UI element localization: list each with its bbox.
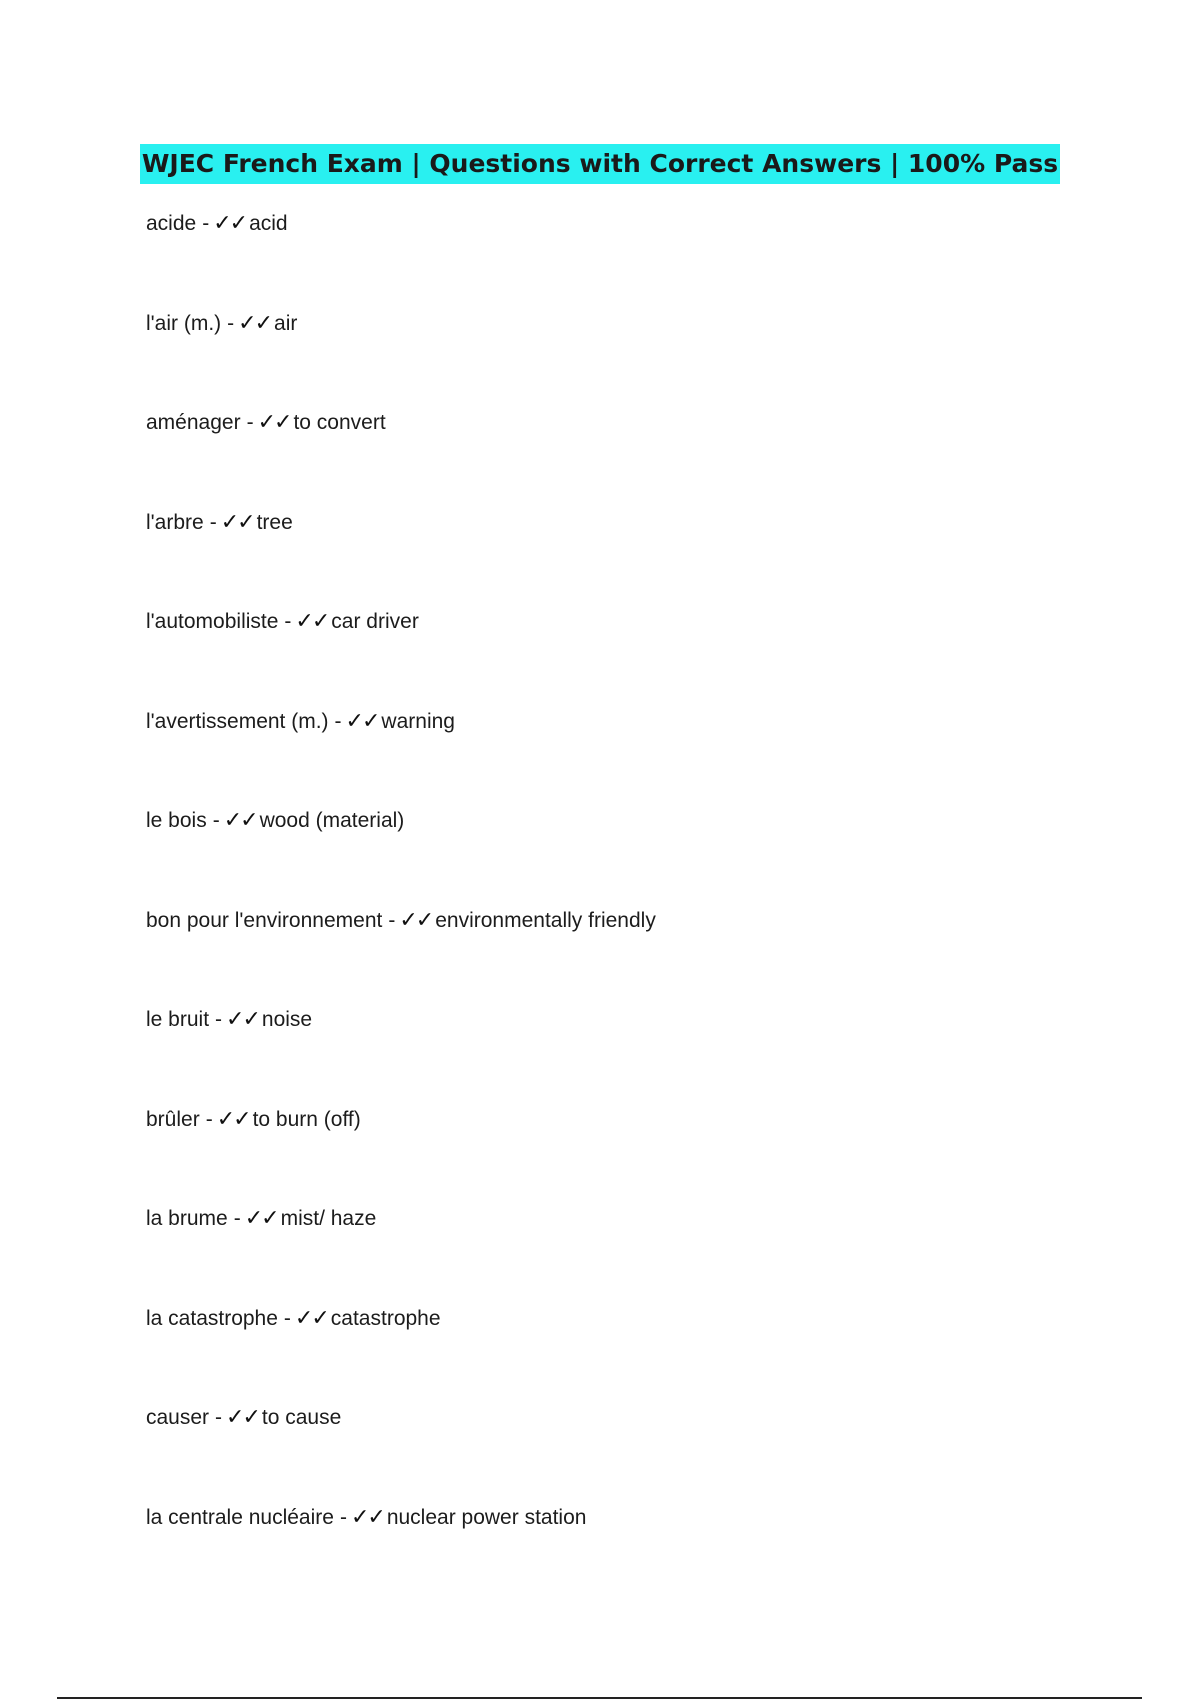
entry-term: l'arbre bbox=[146, 510, 204, 534]
entry-answer: catastrophe bbox=[330, 1306, 441, 1330]
entry-separator: - bbox=[209, 510, 217, 534]
entry-answer: wood (material) bbox=[259, 809, 405, 832]
entry-separator: - bbox=[233, 1207, 241, 1230]
double-check-icon: ✓✓ bbox=[345, 708, 379, 734]
vocabulary-list bbox=[146, 204, 656, 1597]
entry-separator: - bbox=[212, 809, 220, 832]
entry-separator: - bbox=[202, 212, 210, 235]
entry-term: la catastrophe bbox=[146, 1306, 278, 1330]
entry-answer: warning bbox=[381, 709, 455, 733]
entry-term: le bois bbox=[146, 809, 207, 832]
double-check-icon: ✓✓ bbox=[220, 509, 254, 535]
list-item bbox=[146, 702, 656, 802]
double-check-icon: ✓✓ bbox=[226, 1007, 259, 1032]
double-check-icon: ✓✓ bbox=[213, 211, 247, 236]
page-title: WJEC French Exam | Questions with Correct Answers | 100% Pass bbox=[140, 144, 1060, 184]
double-check-icon: ✓✓ bbox=[244, 1206, 278, 1231]
double-check-icon: ✓✓ bbox=[238, 310, 272, 336]
title-container bbox=[0, 144, 1200, 184]
double-check-icon: ✓✓ bbox=[226, 1405, 259, 1430]
list-item bbox=[146, 1100, 656, 1200]
entry-separator: - bbox=[334, 709, 342, 733]
entry-separator: - bbox=[215, 1008, 223, 1031]
entry-separator: - bbox=[283, 1306, 291, 1330]
double-check-icon: ✓✓ bbox=[257, 410, 291, 435]
entry-answer: mist/ haze bbox=[280, 1207, 377, 1230]
list-item bbox=[146, 204, 656, 304]
entry-term: aménager bbox=[146, 411, 241, 434]
entry-answer: to burn (off) bbox=[252, 1107, 361, 1131]
entry-term: l'automobiliste bbox=[146, 610, 279, 633]
entry-answer: to cause bbox=[261, 1406, 342, 1429]
entry-separator: - bbox=[227, 311, 235, 335]
list-item bbox=[146, 901, 656, 1001]
entry-term: la brume bbox=[146, 1207, 228, 1230]
entry-separator: - bbox=[246, 411, 254, 434]
list-item bbox=[146, 801, 656, 901]
entry-term: acide bbox=[146, 212, 197, 235]
entry-term: l'avertissement (m.) bbox=[146, 709, 329, 733]
entry-term: la centrale nucléaire bbox=[146, 1505, 334, 1529]
entry-answer: nuclear power station bbox=[386, 1505, 587, 1529]
entry-answer: car driver bbox=[331, 610, 419, 633]
list-item bbox=[146, 503, 656, 603]
double-check-icon: ✓✓ bbox=[223, 808, 257, 833]
entry-answer: acid bbox=[249, 212, 288, 235]
entry-separator: - bbox=[339, 1505, 347, 1529]
double-check-icon: ✓✓ bbox=[350, 1504, 384, 1530]
entry-separator: - bbox=[215, 1406, 223, 1429]
list-item bbox=[146, 1299, 656, 1399]
double-check-icon: ✓✓ bbox=[216, 1106, 250, 1132]
double-check-icon: ✓✓ bbox=[295, 609, 329, 634]
entry-answer: environmentally friendly bbox=[435, 908, 656, 932]
double-check-icon: ✓✓ bbox=[399, 907, 433, 933]
entry-term: bon pour l'environnement bbox=[146, 908, 383, 932]
entry-separator: - bbox=[284, 610, 292, 633]
list-item bbox=[146, 602, 656, 702]
entry-answer: to convert bbox=[293, 411, 386, 434]
list-item bbox=[146, 1498, 656, 1598]
list-item bbox=[146, 1000, 656, 1100]
entry-term: l'air (m.) bbox=[146, 311, 222, 335]
entry-separator: - bbox=[388, 908, 396, 932]
footer-divider bbox=[57, 1697, 1142, 1699]
entry-term: brûler bbox=[146, 1107, 200, 1131]
list-item bbox=[146, 1398, 656, 1498]
entry-answer: tree bbox=[256, 510, 293, 534]
double-check-icon: ✓✓ bbox=[294, 1305, 328, 1331]
entry-separator: - bbox=[205, 1107, 213, 1131]
entry-term: causer bbox=[146, 1406, 210, 1429]
entry-answer: air bbox=[274, 311, 298, 335]
list-item bbox=[146, 403, 656, 503]
entry-term: le bruit bbox=[146, 1008, 210, 1031]
entry-answer: noise bbox=[261, 1008, 313, 1031]
list-item bbox=[146, 1199, 656, 1299]
list-item bbox=[146, 304, 656, 404]
